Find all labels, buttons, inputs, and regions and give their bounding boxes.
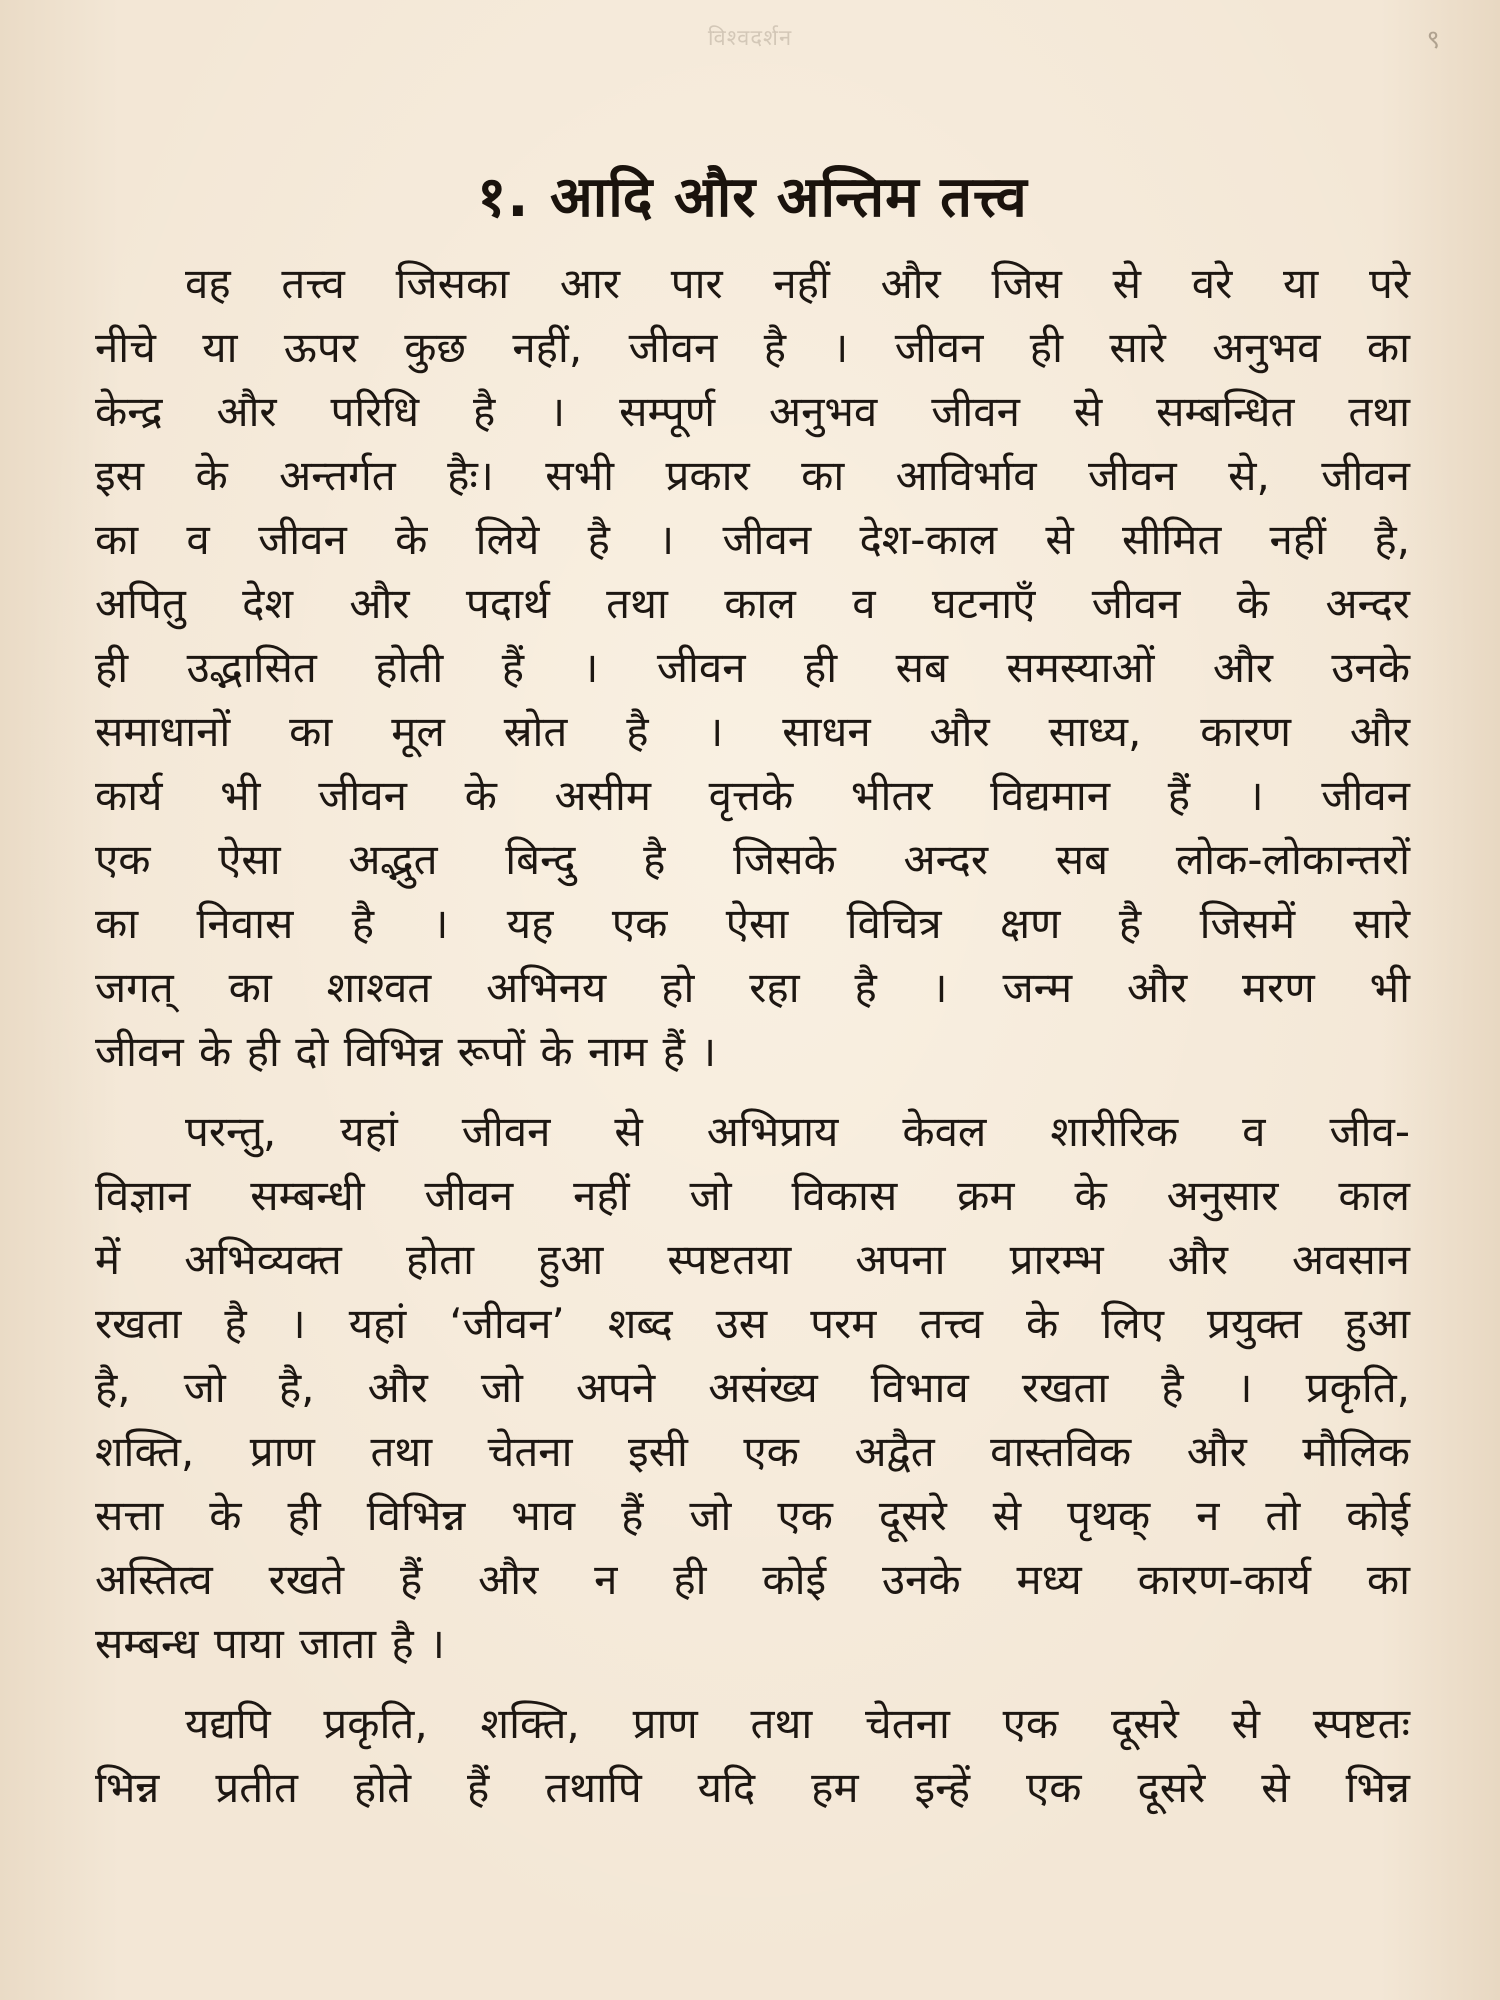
text-line: अस्तित्व रखते हैं और न ही कोई उनके मध्य कारण-कार्य का — [95, 1555, 1410, 1604]
text-line: भिन्न प्रतीत होते हैं तथापि यदि हम इन्हें एक दूसरे से भिन्न — [95, 1763, 1410, 1812]
text-line: विज्ञान सम्बन्धी जीवन नहीं जो विकास क्रम के अनुसार काल — [95, 1171, 1410, 1220]
text-line: यद्यपि प्रकृति, शक्ति, प्राण तथा चेतना एक दूसरे से स्पष्टतः — [185, 1699, 1410, 1748]
paragraph-3 — [95, 1692, 1410, 1820]
text-line: है, जो है, और जो अपने असंख्य विभाव रखता है । प्रकृति, — [95, 1363, 1410, 1412]
text-line: इस के अन्तर्गत हैः। सभी प्रकार का आविर्भाव जीवन से, जीवन — [95, 451, 1410, 500]
text-line: सम्बन्ध पाया जाता है । — [95, 1619, 445, 1668]
text-line: ही उद्भासित होती हैं । जीवन ही सब समस्याओं और उनके — [95, 643, 1410, 692]
text-line: अपितु देश और पदार्थ तथा काल व घटनाएँ जीवन के अन्दर — [95, 579, 1410, 628]
paragraph-1 — [95, 252, 1410, 1084]
text-line: जगत् का शाश्वत अभिनय हो रहा है । जन्म और मरण भी — [95, 963, 1410, 1012]
text-line: समाधानों का मूल स्रोत है । साधन और साध्य, कारण और — [95, 707, 1410, 756]
running-head: विश्वदर्शन — [707, 26, 793, 51]
text-line: का निवास है । यह एक ऐसा विचित्र क्षण है जिसमें सारे — [95, 899, 1410, 948]
text-line: केन्द्र और परिधि है । सम्पूर्ण अनुभव जीवन से सम्बन्धित तथा — [95, 387, 1410, 436]
text-line: सत्ता के ही विभिन्न भाव हैं जो एक दूसरे से पृथक् न तो कोई — [95, 1491, 1410, 1540]
text-line: में अभिव्यक्त होता हुआ स्पष्टतया अपना प्रारम्भ और अवसान — [95, 1235, 1410, 1284]
text-line: नीचे या ऊपर कुछ नहीं, जीवन है । जीवन ही सारे अनुभव का — [95, 323, 1410, 372]
text-line: रखता है । यहां ‘जीवन’ शब्द उस परम तत्त्व के लिए प्रयुक्त हुआ — [95, 1299, 1410, 1348]
text-line: जीवन के ही दो विभिन्न रूपों के नाम हैं । — [95, 1027, 717, 1076]
body-text — [95, 252, 1410, 1820]
page-number: ९ — [1426, 25, 1440, 55]
text-line: परन्तु, यहां जीवन से अभिप्राय केवल शारीरिक व जीव- — [185, 1107, 1410, 1156]
paragraph-2 — [95, 1100, 1410, 1676]
text-line: वह तत्त्व जिसका आर पार नहीं और जिस से वरे या परे — [185, 259, 1411, 308]
text-line: कार्य भी जीवन के असीम वृत्तके भीतर विद्यमान हैं । जीवन — [95, 771, 1410, 820]
text-line: शक्ति, प्राण तथा चेतना इसी एक अद्वैत वास्तविक और मौलिक — [95, 1427, 1410, 1476]
text-line: का व जीवन के लिये है । जीवन देश-काल से सीमित नहीं है, — [95, 515, 1410, 564]
text-line: एक ऐसा अद्भुत बिन्दु है जिसके अन्दर सब लोक-लोकान्तरों — [95, 835, 1410, 884]
chapter-title: १. आदि और अन्तिम तत्त्व — [477, 165, 1028, 230]
